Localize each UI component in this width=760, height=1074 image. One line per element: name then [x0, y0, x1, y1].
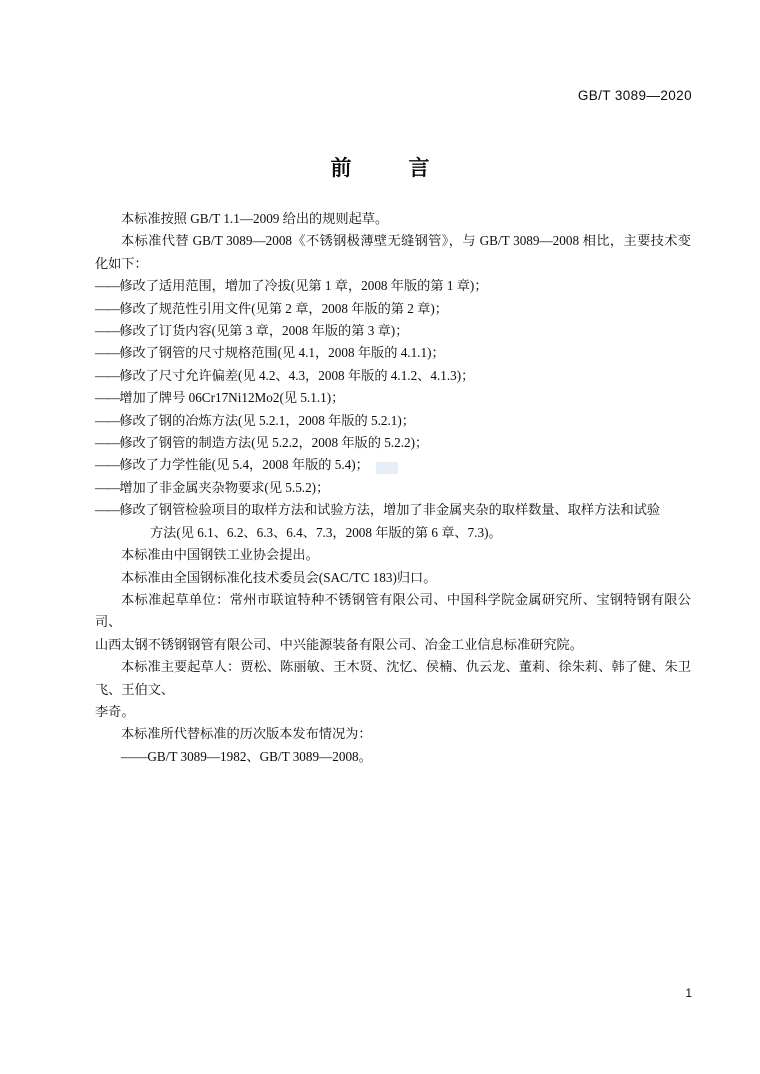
change-item-text: 修改了钢管检验项目的取样方法和试验方法，增加了非金属夹杂的取样数量、取样方法和试验	[119, 502, 661, 518]
change-item-text: 修改了钢管的尺寸规格范围(见 4.1，2008 年版的 4.1.1)；	[119, 345, 445, 361]
authority-line: 本标准由全国钢标准化技术委员会(SAC/TC 183)归口。	[121, 569, 437, 585]
change-item	[95, 477, 691, 499]
change-item-text: 增加了牌号 06Cr17Ni12Mo2(见 5.1.1)；	[119, 390, 345, 406]
change-item-continuation: 方法(见 6.1、6.2、6.3、6.4、7.3，2008 年版的第 6 章、7.3)。	[150, 524, 502, 540]
change-item-text: 修改了钢的冶炼方法(见 5.2.1，2008 年版的 5.2.1)；	[119, 412, 415, 428]
proposer-line: 本标准由中国钢铁工业协会提出。	[121, 547, 319, 563]
drafting-units-line-1: 本标准起草单位：常州市联谊特种不锈钢管有限公司、中国科学院金属研究所、宝钢特钢有限公司、	[95, 591, 691, 630]
change-item-text: 修改了钢管的制造方法(见 5.2.2，2008 年版的 5.2.2)；	[119, 435, 429, 451]
history-intro-line: 本标准所代替标准的历次版本发布情况为：	[121, 726, 372, 742]
dash-marker: ——	[95, 323, 120, 339]
change-item	[95, 365, 691, 387]
dash-marker: ——	[95, 457, 120, 473]
change-item-text: 增加了非金属夹杂物要求(见 5.5.2)；	[119, 479, 330, 495]
dash-marker: ——	[95, 300, 120, 316]
page-title: 前 言	[330, 155, 448, 180]
foreword-body	[95, 208, 691, 768]
dash-marker: ——	[121, 748, 148, 764]
change-item	[95, 275, 691, 297]
change-item	[95, 320, 691, 342]
change-item	[95, 298, 691, 320]
change-item-text: 修改了尺寸允许偏差(见 4.2、4.3，2008 年版的 4.1.2、4.1.3)；	[119, 367, 475, 383]
drafters-line-2: 李奇。	[95, 703, 135, 719]
dash-marker: ——	[95, 390, 120, 406]
history-item-text: GB/T 3089—1982、GB/T 3089—2008。	[147, 748, 372, 764]
dash-marker: ——	[95, 479, 120, 495]
page-number: 1	[685, 986, 692, 1000]
change-item-text: 修改了订货内容(见第 3 章，2008 年版的第 3 章)；	[119, 323, 409, 339]
foreword-intro-line-2: 本标准代替 GB/T 3089—2008《不锈钢极薄壁无缝钢管》，与 GB/T 3089—2008 相比，主要技术变化如下：	[95, 233, 691, 271]
foreword-intro-line-1: 本标准按照 GB/T 1.1—2009 给出的规则起草。	[121, 211, 389, 226]
dash-marker: ——	[95, 435, 120, 451]
standard-code-header: GB/T 3089—2020	[577, 88, 692, 103]
history-item	[95, 746, 691, 768]
change-item-text: 修改了适用范围，增加了冷拔(见第 1 章，2008 年版的第 1 章)；	[119, 278, 488, 294]
dash-marker: ——	[95, 502, 120, 518]
watermark-mark	[376, 462, 398, 474]
dash-marker: ——	[95, 278, 120, 294]
change-item	[95, 432, 691, 454]
drafters-line-1: 本标准主要起草人：贾松、陈丽敏、王木贤、沈忆、侯楠、仇云龙、董莉、徐朱莉、韩了健、朱卫飞、王伯文、	[95, 659, 691, 697]
dash-marker: ——	[95, 412, 120, 428]
dash-marker: ——	[95, 345, 120, 361]
change-item	[95, 342, 691, 364]
drafting-units-line-2: 山西太钢不锈钢钢管有限公司、中兴能源装备有限公司、冶金工业信息标准研究院。	[95, 636, 583, 652]
dash-marker: ——	[95, 367, 120, 383]
change-item	[95, 410, 691, 432]
change-item	[95, 387, 691, 409]
change-item-text: 修改了规范性引用文件(见第 2 章，2008 年版的第 2 章)；	[119, 300, 448, 316]
change-item	[95, 499, 691, 521]
change-item-text: 修改了力学性能(见 5.4，2008 年版的 5.4)；	[119, 457, 369, 473]
